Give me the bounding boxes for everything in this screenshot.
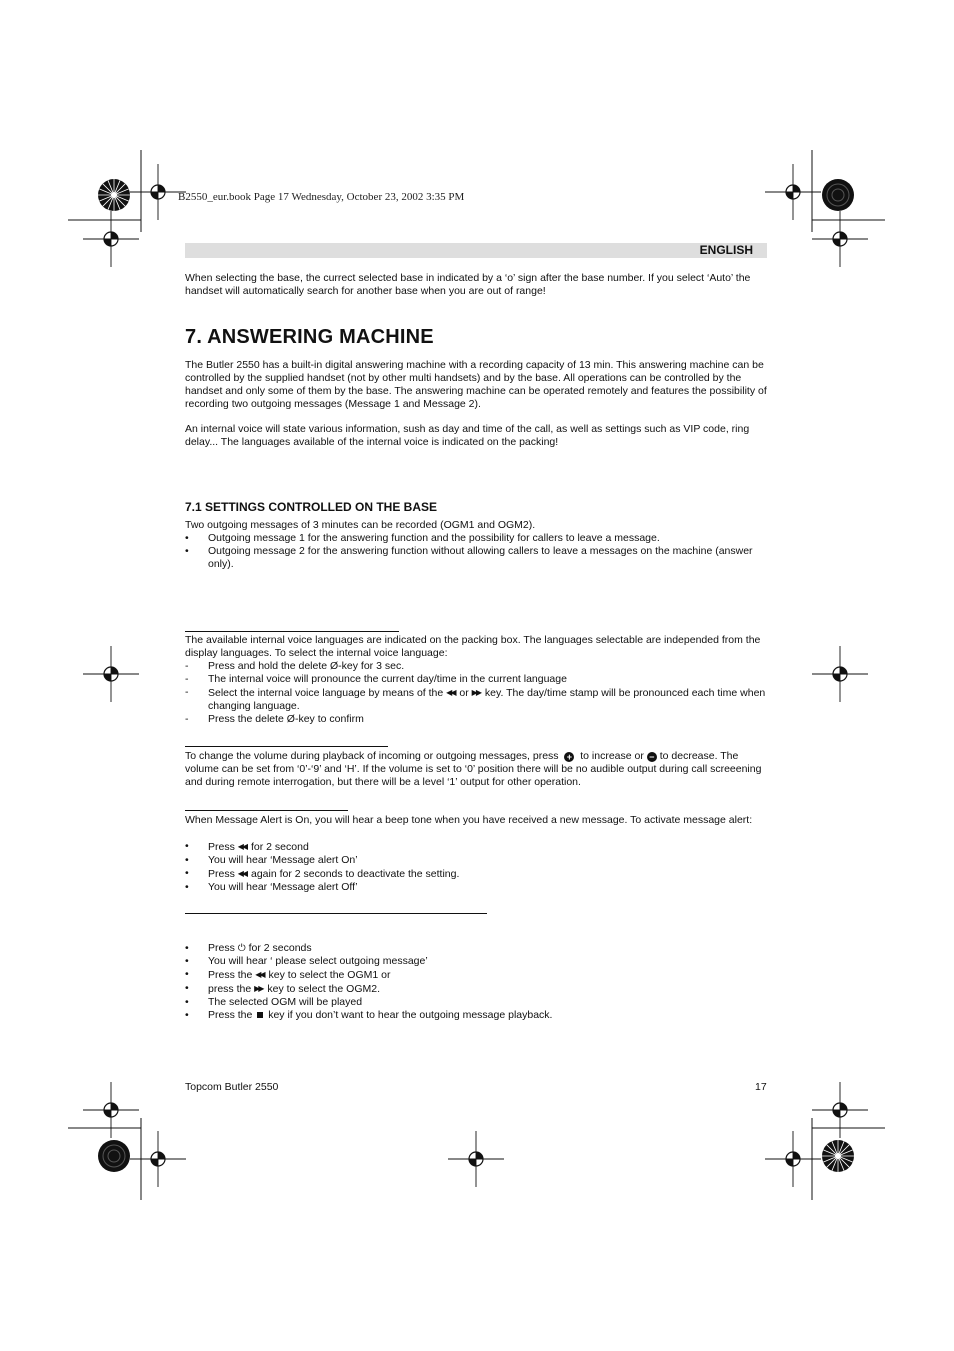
list-item: • Outgoing message 2 for the answering function without allowing callers to leave a messages on the machine (answer only).: [185, 545, 753, 570]
list-item: • Press ◀◀ again for 2 seconds to deactivate the setting.: [185, 867, 460, 880]
rewind-key-icon: ◀◀: [237, 869, 247, 878]
power-key-icon: ⏻: [237, 943, 246, 954]
language-label: ENGLISH: [699, 243, 753, 257]
rewind-key-icon: ◀◀: [446, 688, 455, 697]
volume-plus-icon: +: [564, 752, 574, 762]
list-item: • You will hear ‘ please select outgoing message’: [185, 955, 428, 967]
heading-rule: [185, 746, 388, 747]
list-item: • press the ▶▶ key to select the OGM2.: [185, 982, 380, 995]
book-info-line: B2550_eur.book Page 17 Wednesday, October 23, 2002 3:35 PM: [178, 191, 465, 203]
forward-key-icon: ▶▶: [254, 984, 263, 993]
list-item: • The selected OGM will be played: [185, 996, 363, 1008]
subsection-title: 7.1 SETTINGS CONTROLLED ON THE BASE: [185, 500, 438, 514]
list-item: • Outgoing message 1 for the answering function and the possibility for callers to leave a message.: [185, 532, 660, 544]
rewind-key-icon: ◀◀: [237, 842, 247, 851]
list-item: - Select the internal voice language by means of the ◀◀ or ▶▶ key. The day/time stamp will be pronounced each time when changing language.: [185, 686, 766, 712]
footer-product: Topcom Butler 2550: [185, 1081, 279, 1093]
list-item: • Press ⏻ for 2 seconds: [185, 942, 312, 954]
list-item: - The internal voice will pronounce the current day/time in the current language: [185, 673, 567, 685]
section-title: 7. ANSWERING MACHINE: [185, 326, 434, 348]
list-item: - Press the delete Ø-key to confirm: [185, 713, 364, 725]
list-item: • Press the key if you don’t want to hear the outgoing message playback.: [185, 1009, 553, 1021]
stop-key-icon: [257, 1012, 263, 1018]
section-paragraph-1: The Butler 2550 has a built-in digital answering machine with a recording capacity of 13 min. This answering machine can be controlled by the supplied handset (not by other multi handsets) and by the base. All operations can be controlled by the handset and only some of them by the base. The answering machine can be operated remotely and features the possibility of recording two outgoing messages (Message 1 and Message 2).: [185, 359, 767, 410]
volume-minus-icon: −: [647, 752, 657, 762]
message-alert-steps: [185, 840, 767, 894]
rewind-key-icon: ◀◀: [255, 970, 264, 979]
ogm-description-list: [185, 532, 767, 571]
intro-paragraph: When selecting the base, the currect selected base in indicated by a ‘o’ sign after the base number. If you select ‘Auto’ the handset will automatically search for another base when you are out of range!: [185, 272, 751, 297]
section-paragraph-2: An internal voice will state various information, sush as day and time of the call, as well as settings such as VIP code, ring delay... The languages available of the internal voice is indicated on the packing!: [185, 423, 750, 448]
message-alert-intro: When Message Alert is On, you will hear a beep tone when you have received a new message. To activate message alert:: [185, 814, 753, 826]
heading-rule: [185, 913, 487, 914]
list-item: • You will hear ‘Message alert Off’: [185, 881, 358, 893]
heading-rule: [185, 631, 399, 632]
list-item: • You will hear ‘Message alert On’: [185, 854, 358, 866]
heading-rule: [185, 810, 348, 811]
list-item: - Press and hold the delete Ø-key for 3 sec.: [185, 660, 405, 672]
language-header-bar: [185, 243, 767, 258]
ogm-selection-steps: [185, 942, 767, 1022]
forward-key-icon: ▶▶: [471, 688, 480, 697]
subsection-intro: Two outgoing messages of 3 minutes can be recorded (OGM1 and OGM2).: [185, 519, 536, 531]
voice-language-intro: The available internal voice languages are indicated on the packing box. The languages selectable are independed from the display languages. To select the internal voice language:: [185, 634, 761, 659]
list-item: • Press the ◀◀ key to select the OGM1 or: [185, 968, 391, 981]
volume-paragraph: To change the volume during playback of incoming or outgoing messages, press + to increase or − to decrease. The volume can be set from ‘0’-‘9’ and ‘H’. If the volume is set to ‘0’ position there will be no audible output during call screeening and during remote interrogation, but there will be a level ‘1’ output for other operation.: [185, 750, 762, 788]
list-item: • Press ◀◀ for 2 second: [185, 840, 309, 853]
voice-language-steps: [185, 660, 767, 726]
page-number: 17: [755, 1081, 767, 1093]
